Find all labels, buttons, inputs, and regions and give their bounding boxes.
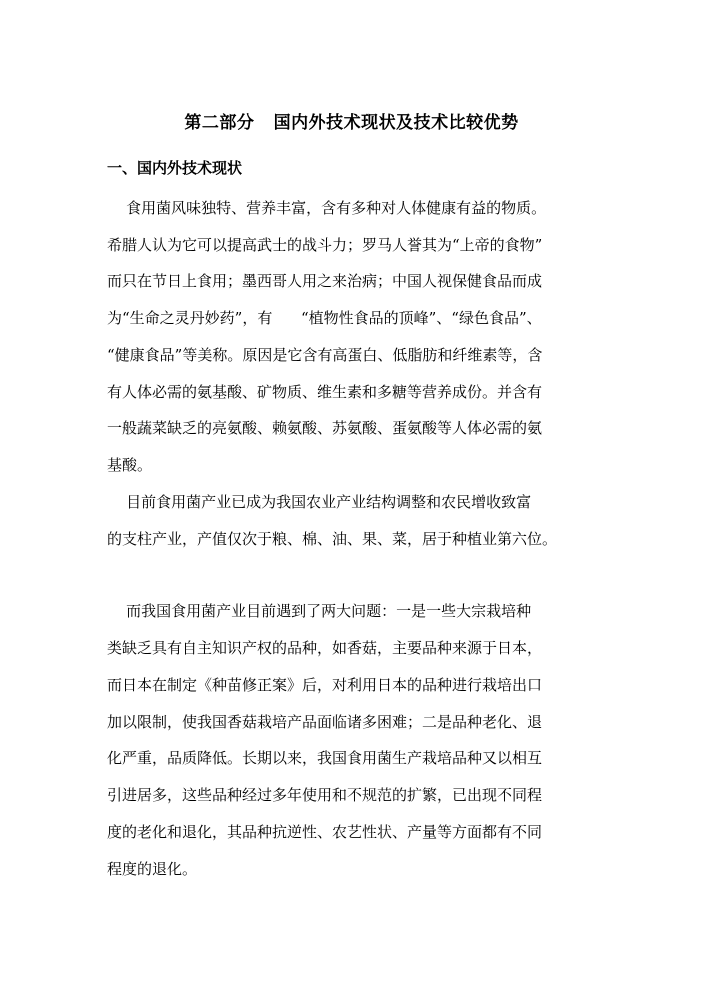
text-line: 目前食用菌产业已成为我国农业产业结构调整和农民增收致富 [107,493,532,511]
page-title: 第二部分 国内外技术现状及技术比较优势 [184,113,519,133]
text-line: 而只在节日上食用；墨西哥人用之来治病；中国人视保健食品而成 [107,272,543,290]
text-line: 食用菌风味独特、营养丰富，含有多种对人体健康有益的物质。 [107,199,547,217]
text-line: 而我国食用菌产业目前遇到了两大问题：一是一些大宗栽培种 [107,602,532,620]
text-line: 而日本在制定《种苗修正案》后，对利用日本的品种进行栽培出口 [107,676,543,694]
text-line: 类缺乏具有自主知识产权的品种，如香菇，主要品种来源于日本， [107,639,543,657]
text-line: 基酸。 [107,456,153,474]
text-line: 为“生命之灵丹妙药”，有 “植物性食品的顶峰”、“绿色食品”、 [107,309,542,327]
text-line: 度的老化和退化，其品种抗逆性、农艺性状、产量等方面都有不同 [107,823,543,841]
text-line: 的支柱产业，产值仅次于粮、棉、油、果、菜，居于种植业第六位。 [107,530,558,548]
text-line: 引进居多，这些品种经过多年使用和不规范的扩繁，已出现不同程 [107,786,543,804]
text-line: “健康食品”等美称。原因是它含有高蛋白、低脂肪和纤维素等，含 [107,346,543,364]
text-line: 一般蔬菜缺乏的亮氨酸、赖氨酸、苏氨酸、蛋氨酸等人体必需的氨 [107,419,543,437]
text-line: 程度的退化。 [107,860,198,878]
text-line: 希腊人认为它可以提高武士的战斗力；罗马人誉其为“上帝的食物” [107,236,543,254]
section-heading: 一、国内外技术现状 [107,159,243,177]
text-line: 加以限制，使我国香菇栽培产品面临诸多困难；二是品种老化、退 [107,713,543,731]
text-line: 化严重，品质降低。长期以来，我国食用菌生产栽培品种又以相互 [107,749,543,767]
text-line: 有人体必需的氨基酸、矿物质、维生素和多糖等营养成份。并含有 [107,383,543,401]
